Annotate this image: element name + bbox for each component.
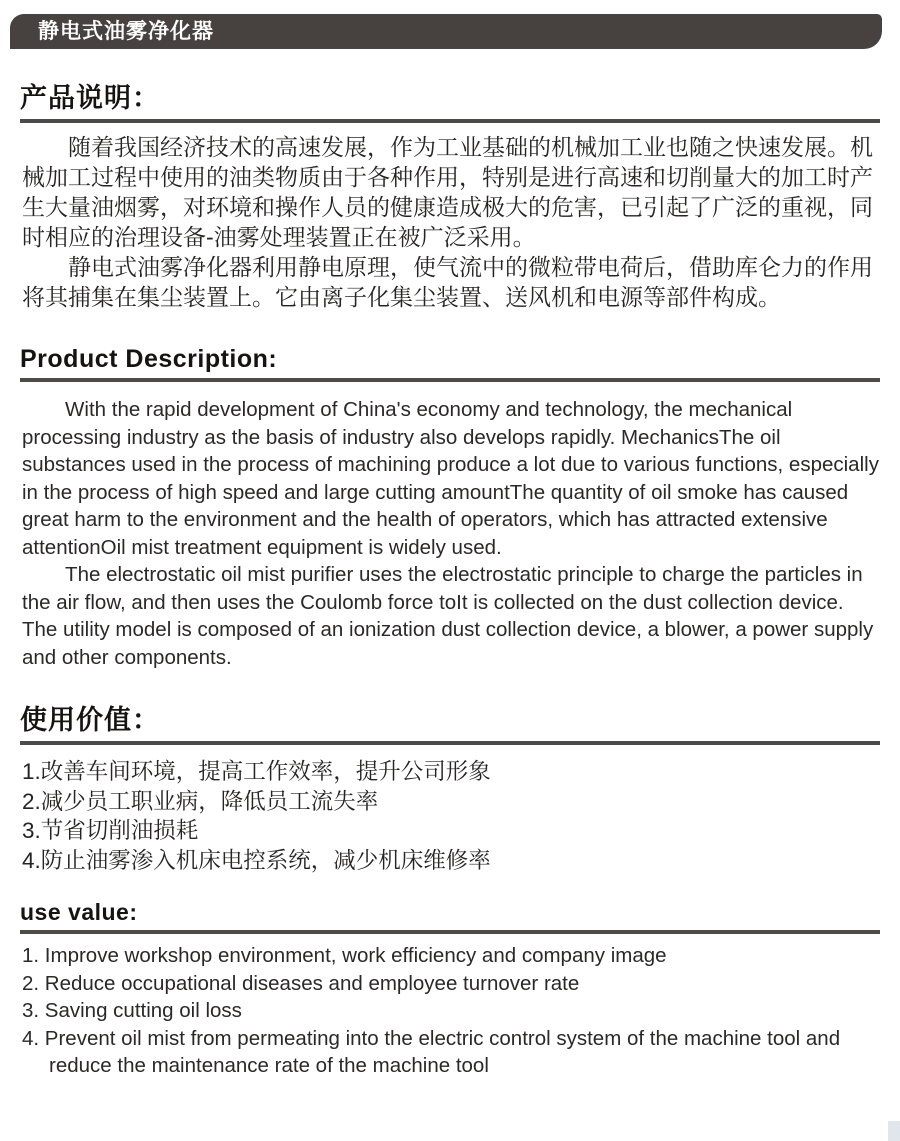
paragraph: The electrostatic oil mist purifier uses the electrostatic principle to charge the particles in the air flow, and then uses the Coulomb force toIt is collected on the dust collection device. The utility model is composed of an ionization dust collection device, a blower, a power supply and other components. [22, 563, 874, 669]
paragraph: 静电式油雾净化器利用静电原理，使气流中的微粒带电荷后，借助库仑力的作用将其捕集在集尘装置上。它由离子化集尘装置、送风机和电源等部件构成。 [22, 254, 873, 310]
list-item: 2.减少员工职业病，降低员工流失率 [22, 788, 379, 814]
section-header-use-value-cn [20, 698, 880, 745]
list-item: 3. Saving cutting oil loss [22, 999, 242, 1022]
list-item: 2. Reduce occupational diseases and employee turnover rate [22, 971, 580, 995]
section-header-product-description-cn [20, 76, 880, 123]
list-item: 3.节省切削油损耗 [22, 818, 199, 843]
page-title: 静电式油雾净化器 [38, 20, 214, 43]
use-value-cn-list [22, 757, 880, 875]
paragraph: With the rapid development of China's economy and technology, the mechanical processing industry as the basis of industry also develops rapidly. MechanicsThe oil substances used in the process of machining produce a lot due to various functions, especially in the process of high speed and large cutting amountThe quantity of oil smoke has caused great harm to the environment and the health of operators, which has attracted extensive attentionOil mist treatment equipment is widely used. [22, 398, 879, 559]
section-header-product-description-en [20, 345, 880, 382]
list-item: 1.改善车间环境，提高工作效率，提升公司形象 [22, 759, 491, 784]
paragraph: 随着我国经济技术的高速发展，作为工业基础的机械加工业也随之快速发展。机械加工过程中使用的油类物质由于各种作用，特别是进行高速和切削量大的加工时产生大量油烟雾，对环境和操作人员的健康造成极大的危害，已引起了广泛的重视，同时相应的治理设备-油雾处理装置正在被广泛采用。 [22, 134, 873, 250]
corner-scroll-fragment [888, 1121, 900, 1141]
product-description-en-body [22, 396, 880, 671]
title-bar [10, 14, 882, 49]
list-item: 4.防止油雾渗入机床电控系统，减少机床维修率 [22, 847, 491, 873]
heading-use-value-cn: 使用价值： [20, 705, 160, 735]
document-content [0, 49, 900, 1080]
product-description-cn-body [22, 132, 880, 312]
heading-use-value-en: use value: [20, 899, 138, 925]
list-item: 1. Improve workshop environment, work efficiency and company image [22, 944, 667, 967]
heading-product-description-en: Product Description: [20, 345, 278, 373]
heading-product-description-cn: 产品说明： [20, 83, 160, 113]
list-item: 4. Prevent oil mist from permeating into the electric control system of the machine tool and reduce the maintenance rate of the machine tool [22, 1026, 841, 1077]
section-header-use-value-en [20, 899, 880, 934]
use-value-en-list [22, 942, 880, 1080]
